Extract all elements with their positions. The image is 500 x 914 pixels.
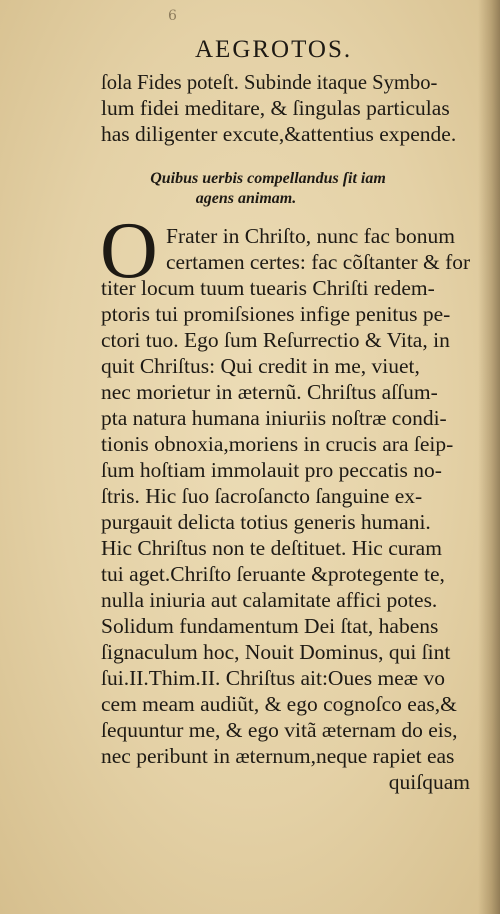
text-line: cem meam audiũt, & ego cognoſco eas,& [101,692,457,716]
text-line: Frater in Chriſto, nunc fac bonum [166,224,455,248]
section-heading-line: agens animam. [195,190,297,207]
text-line: purgauit delicta totius generis humani. [101,510,431,534]
text-line: pta natura humana iniuriis noſtræ condi- [101,406,447,430]
text-line: titer locum tuum tuearis Chriſti redem- [101,276,435,300]
text-line: ſola Fides poteſt. Subinde itaque Symbo- [101,70,438,94]
text-line: Hic Chriſtus non te deſtituet. Hic curam [101,536,442,560]
text-line: ſignaculum hoc, Nouit Dominus, qui ſint [101,640,451,664]
text-line: nec morietur in æternũ. Chriſtus aſſum- [101,380,438,404]
text-line: tui aget.Chriſto ſeruante &protegente te, [101,562,445,586]
text-line: ſui.II.Thim.II. Chriſtus ait:Oues meæ vo [101,666,445,690]
text-line: ptoris tui promiſsiones infige penitus pe- [101,302,451,326]
text-line: certamen certes: fac cõſtanter & for [166,250,471,274]
text-line: nulla iniuria aut calamitate affici potes. [101,588,438,612]
text-line: has diligenter excute,&attentius expende. [101,122,457,146]
running-head: AEGROTOS. [195,36,353,63]
catchword: quiſquam [388,770,470,794]
text-line: ſum hoſtiam immolauit pro peccatis no- [101,458,442,482]
folio-mark: 6 [168,8,177,24]
page-gutter-shadow [478,0,500,914]
text-line: lum fidei meditare, & ſingulas particulas [101,96,450,120]
text-line: nec peribunt in æternum,neque rapiet eas [101,744,455,768]
text-line: ſtris. Hic ſuo ſacroſancto ſanguine ex- [101,484,423,508]
text-line: ſequuntur me, & ego vitã æternam do eis, [101,718,458,742]
text-line: Solidum fundamentum Dei ſtat, habens [101,614,439,638]
section-heading-line: Quibus uerbis compellandus ſit iam [150,170,386,187]
text-line: quit Chriſtus: Qui credit in me, viuet, [101,354,420,378]
drop-capital: O [100,207,158,295]
text-line: ctori tuo. Ego ſum Reſurrectio & Vita, in [101,328,450,352]
text-line: tionis obnoxia,moriens in crucis ara ſeip- [101,432,454,456]
